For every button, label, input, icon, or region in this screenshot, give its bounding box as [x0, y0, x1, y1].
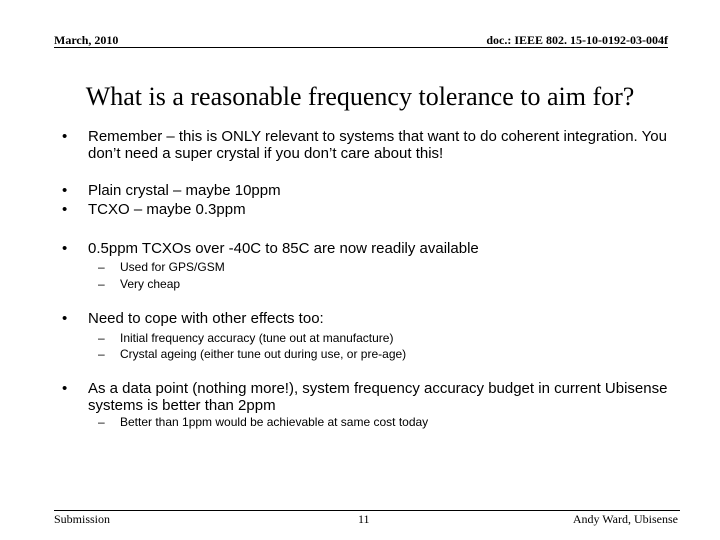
- footer-author: Andy Ward, Ubisense: [572, 512, 678, 526]
- bullet-text: TCXO – maybe 0.3ppm: [88, 201, 246, 218]
- page-number: 11: [358, 512, 370, 526]
- bullet-marker: •: [62, 380, 68, 397]
- slide-title: What is a reasonable frequency tolerance to aim for?: [85, 82, 635, 111]
- sub-bullet-text: Initial frequency accuracy (tune out at manufacture): [120, 331, 394, 345]
- dash-marker: –: [98, 347, 105, 361]
- sub-bullet-text: Very cheap: [120, 277, 181, 291]
- dash-marker: –: [98, 331, 105, 345]
- bullet-marker: •: [62, 201, 68, 218]
- bullet-marker: •: [62, 182, 68, 199]
- footer-rule: [54, 510, 680, 511]
- bullet-text: Plain crystal – maybe 10ppm: [88, 182, 281, 199]
- footer-submission: Submission: [54, 512, 111, 526]
- sub-bullet-text: Used for GPS/GSM: [120, 260, 225, 274]
- bullet-marker: •: [62, 310, 68, 327]
- header-doc-id: doc.: IEEE 802. 15-10-0192-03-004f: [486, 33, 668, 47]
- bullet-text: As a data point (nothing more!), system frequency accuracy budget in current Ubisense systems is better than 2ppm: [88, 380, 668, 414]
- dash-marker: –: [98, 277, 105, 291]
- sub-bullet-text: Better than 1ppm would be achievable at same cost today: [120, 415, 429, 429]
- sub-bullet-text: Crystal ageing (either tune out during use, or pre-age): [120, 347, 407, 361]
- dash-marker: –: [98, 260, 105, 274]
- header-date: March, 2010: [54, 33, 119, 47]
- dash-marker: –: [98, 415, 105, 429]
- bullet-text: 0.5ppm TCXOs over -40C to 85C are now readily available: [88, 240, 479, 257]
- header-rule: [54, 47, 668, 48]
- bullet-marker: •: [62, 240, 68, 257]
- bullet-text: Remember – this is ONLY relevant to systems that want to do coherent integration. You don’t need a super crystal if you don’t care about this!: [88, 128, 667, 162]
- bullet-text: Need to cope with other effects too:: [88, 310, 324, 327]
- bullet-marker: •: [62, 128, 68, 145]
